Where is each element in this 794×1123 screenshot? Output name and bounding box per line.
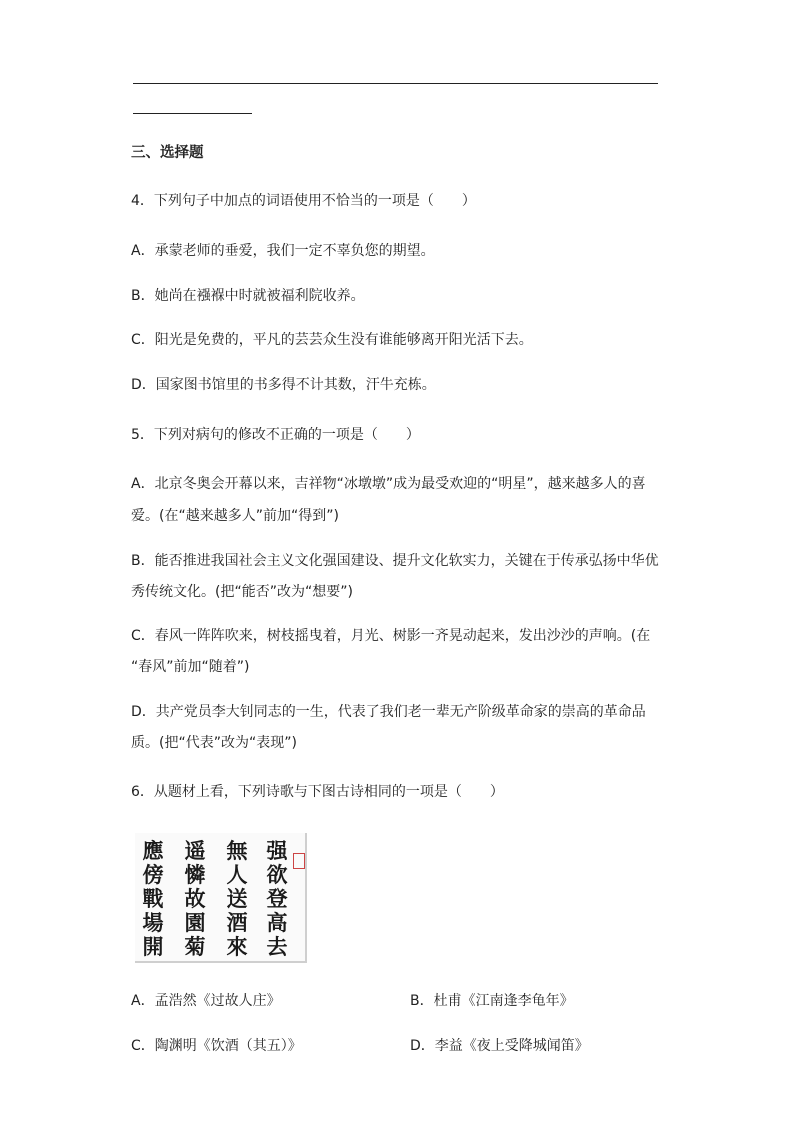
question-6-option-b: B．杜甫《江南逢李龟年》 bbox=[410, 993, 574, 1009]
question-5-option-d-line2: 质。(把“代表”改为“表现”) bbox=[131, 735, 297, 751]
calligraphy-column-4: 應傍戰場開 bbox=[142, 838, 164, 959]
question-4-option-d: D．国家图书馆里的书多得不计其数，汗牛充栋。 bbox=[131, 377, 436, 393]
calligraphy-poem-image bbox=[135, 833, 307, 963]
question-6-option-c: C．陶渊明《饮酒（其五）》 bbox=[131, 1038, 302, 1054]
question-5-option-c-line2: “春风”前加“随着”) bbox=[131, 659, 250, 675]
calligraphy-column-1: 强欲登高去 bbox=[266, 838, 288, 959]
question-5-option-b-line1: B．能否推进我国社会主义文化强国建设、提升文化软实力，关键在于传承弘扬中华优 bbox=[131, 553, 659, 569]
question-5-option-b-line2: 秀传统文化。(把“能否”改为“想要”) bbox=[131, 584, 353, 600]
red-seal-stamp bbox=[293, 853, 305, 869]
question-5-stem: 5．下列对病句的修改不正确的一项是（ ） bbox=[131, 427, 420, 443]
question-5-option-d-line1: D．共产党员李大钊同志的一生，代表了我们老一辈无产阶级革命家的崇高的革命品 bbox=[131, 704, 646, 720]
question-5-option-a-line1: A．北京冬奥会开幕以来，吉祥物“冰墩墩”成为最受欢迎的“明星”，越来越多人的喜 bbox=[131, 476, 646, 492]
question-4-option-a: A．承蒙老师的垂爱，我们一定不辜负您的期望。 bbox=[131, 243, 435, 259]
answer-line-short bbox=[133, 113, 252, 114]
answer-line-long bbox=[133, 83, 658, 84]
question-6-option-a: A．孟浩然《过故人庄》 bbox=[131, 993, 281, 1009]
question-4-option-c: C．阳光是免费的，平凡的芸芸众生没有谁能够离开阳光活下去。 bbox=[131, 332, 533, 348]
question-5-option-c-line1: C．春风一阵阵吹来，树枝摇曳着，月光、树影一齐晃动起来，发出沙沙的声响。(在 bbox=[131, 628, 651, 644]
question-6-option-d: D．李益《夜上受降城闻笛》 bbox=[410, 1038, 589, 1054]
calligraphy-column-2: 無人送酒來 bbox=[226, 838, 248, 959]
question-5-option-a-line2: 爱。(在“越来越多人”前加“得到”) bbox=[131, 508, 339, 524]
question-6-stem: 6．从题材上看，下列诗歌与下图古诗相同的一项是（ ） bbox=[131, 784, 504, 800]
section-title: 三、选择题 bbox=[131, 145, 204, 161]
calligraphy-column-3: 遥憐故園菊 bbox=[184, 838, 206, 959]
question-4-option-b: B．她尚在襁褓中时就被福利院收养。 bbox=[131, 288, 365, 304]
question-4-stem: 4．下列句子中加点的词语使用不恰当的一项是（ ） bbox=[131, 193, 476, 209]
